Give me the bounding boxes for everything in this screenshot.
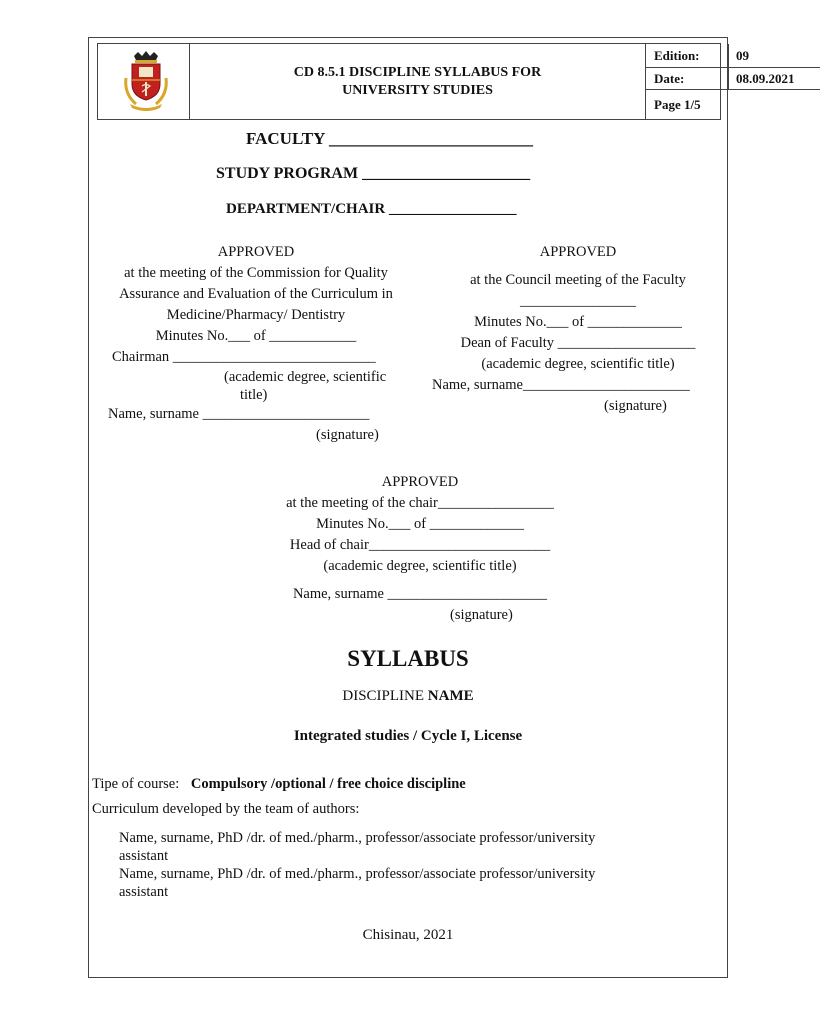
document-header <box>97 43 795 120</box>
approval-chair <box>240 472 600 626</box>
edition-value: 09 <box>736 48 749 63</box>
faculty-field: FACULTY ________________________ <box>246 129 533 148</box>
university-emblem-icon <box>122 50 170 112</box>
title-line-2: UNIVERSITY STUDIES <box>342 82 493 98</box>
date-label: Date: <box>654 71 685 86</box>
course-type-value: Compulsory /optional / free choice discipline <box>190 776 466 792</box>
document-title <box>190 44 646 119</box>
page-number: Page 1/5 <box>654 97 701 112</box>
author-line: assistant <box>119 848 169 864</box>
approval-council-line: at the Council meeting of the Faculty <box>470 272 686 288</box>
approval-commission-line: at the meeting of the Commission for Quality <box>124 265 388 281</box>
author-line: assistant <box>119 884 169 900</box>
signature-caption: (signature) <box>604 398 667 414</box>
approval-chair-line: at the meeting of the chair________________ <box>286 495 554 511</box>
edition-table <box>646 44 820 119</box>
page-row <box>646 90 820 119</box>
date-value: 08.09.2021 <box>736 71 795 86</box>
degree-caption: (academic degree, scientific <box>224 369 387 385</box>
study-program-field: STUDY PROGRAM _____________________ <box>216 165 531 182</box>
signature-caption: (signature) <box>450 607 513 623</box>
dean-line: Dean of Faculty ___________________ <box>460 335 696 351</box>
discipline-name-value: NAME <box>427 688 474 704</box>
approval-council <box>428 242 728 417</box>
name-surname-line: Name, surname_______________________ <box>432 377 690 393</box>
department-field: DEPARTMENT/CHAIR _________________ <box>226 201 517 217</box>
studies-line: Integrated studies / Cycle I, License <box>293 728 523 744</box>
head-of-chair-line: Head of chair_________________________ <box>289 537 551 553</box>
minutes-line: Minutes No.___ of _____________ <box>474 314 682 330</box>
approval-commission-title: APPROVED <box>217 244 295 260</box>
signature-caption: (signature) <box>316 427 379 443</box>
place-date: Chisinau, 2021 <box>362 927 454 943</box>
approval-council-title: APPROVED <box>539 244 617 260</box>
course-type <box>92 776 466 793</box>
approval-commission-line: Medicine/Pharmacy/ Dentistry <box>166 307 346 323</box>
title-line-1: CD 8.5.1 DISCIPLINE SYLLABUS FOR <box>293 64 542 80</box>
approval-chair-title: APPROVED <box>381 474 459 490</box>
approval-commission <box>94 242 418 446</box>
date-row <box>646 68 820 90</box>
approval-commission-line: Assurance and Evaluation of the Curriculum in <box>119 286 393 302</box>
edition-row <box>646 44 820 68</box>
syllabus-title: SYLLABUS <box>347 646 469 671</box>
discipline-prefix: DISCIPLINE <box>342 688 425 704</box>
author-entry <box>119 829 595 901</box>
author-line: Name, surname, PhD /dr. of med./pharm., professor/associate professor/university <box>119 830 596 846</box>
logo-cell <box>98 44 190 119</box>
approval-council-line: ________________ <box>520 293 636 309</box>
discipline-name <box>88 688 728 705</box>
author-line: Name, surname, PhD /dr. of med./pharm., professor/associate professor/university <box>119 866 596 882</box>
name-surname-line: Name, surname ______________________ <box>292 586 548 602</box>
minutes-line: Minutes No.___ of _____________ <box>316 516 524 532</box>
edition-label: Edition: <box>654 48 700 63</box>
degree-caption: (academic degree, scientific title) <box>323 558 517 574</box>
name-surname-line: Name, surname _______________________ <box>108 406 370 422</box>
degree-caption: title) <box>240 387 268 403</box>
course-type-label: Tipe of course: <box>92 776 180 792</box>
chairman-line: Chairman ____________________________ <box>112 349 376 365</box>
degree-caption: (academic degree, scientific title) <box>481 356 675 372</box>
authors-label: Curriculum developed by the team of authors: <box>92 801 360 817</box>
minutes-line: Minutes No.___ of ____________ <box>155 328 357 344</box>
